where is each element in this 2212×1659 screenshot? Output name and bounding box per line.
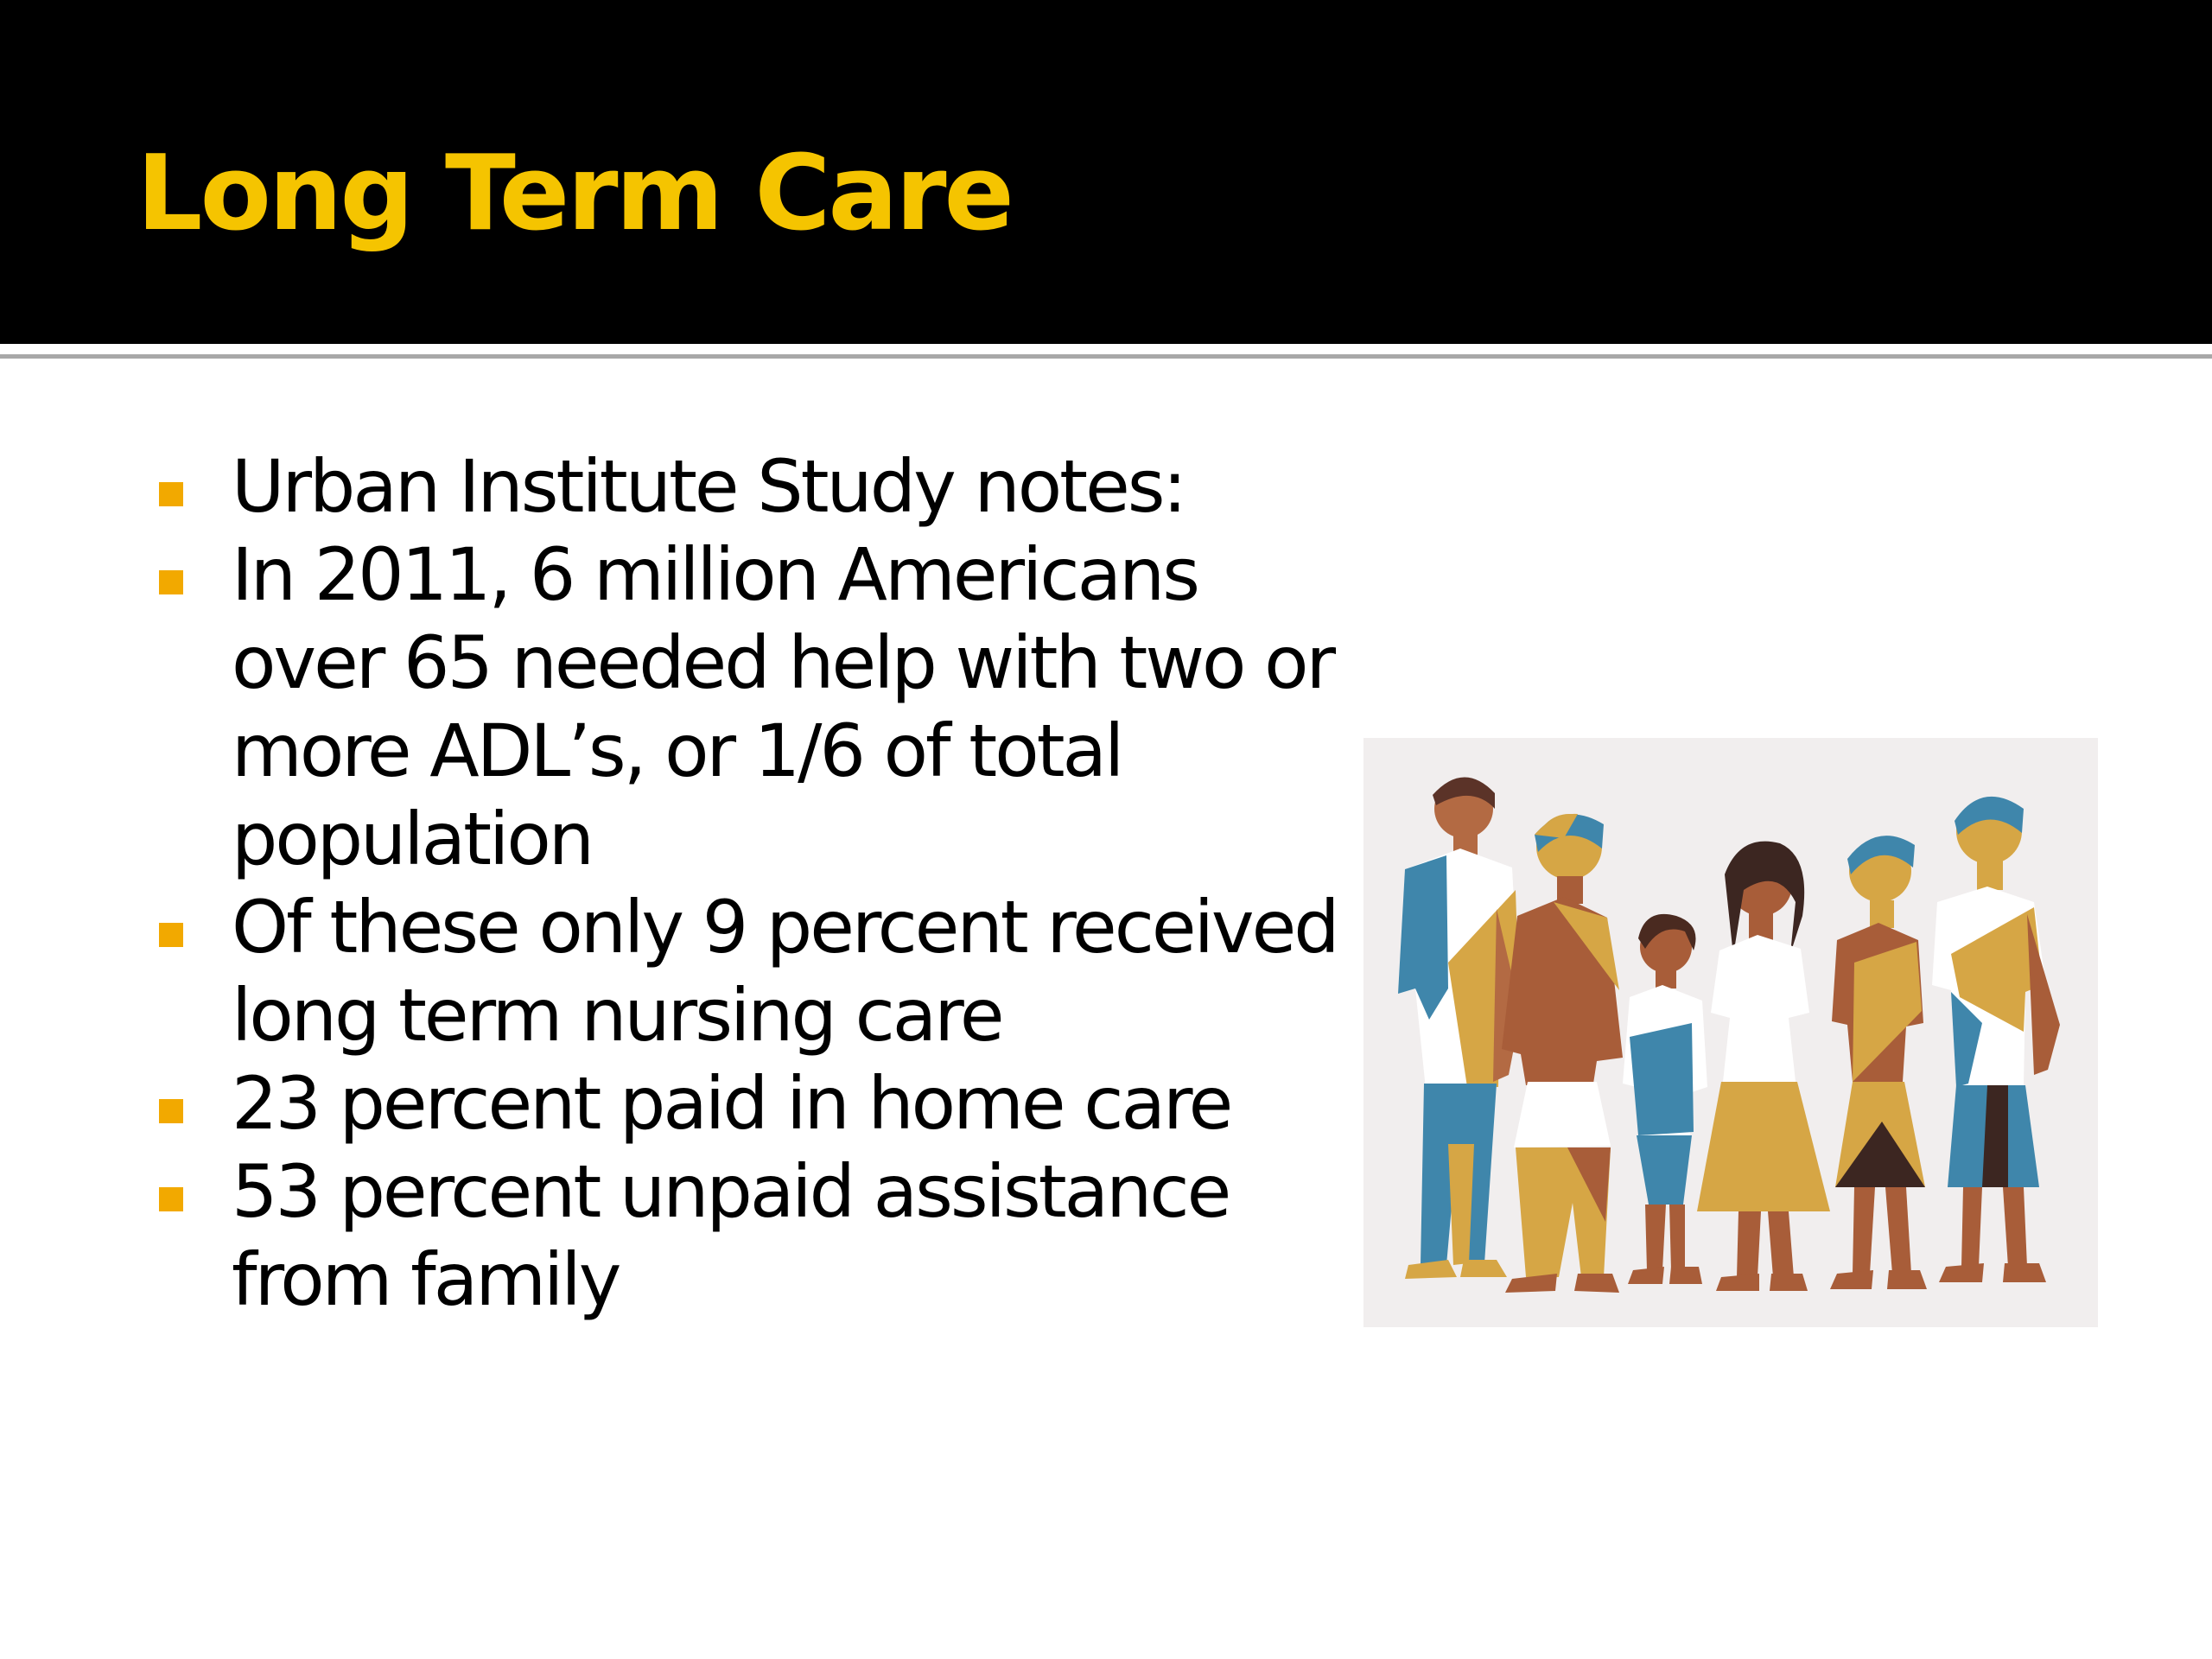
bullet-list	[156, 442, 1365, 1324]
bullet-text: Urban Institute Study notes:	[232, 444, 1185, 529]
bullet-item-3	[156, 883, 1365, 1059]
title-divider	[0, 354, 2212, 359]
bullet-item-2	[156, 531, 1365, 883]
bullet-text: 53 percent unpaid assistance from family	[232, 1149, 1230, 1322]
bullet-text: Of these only 9 percent received long term nursing care	[232, 885, 1338, 1058]
title-bar	[0, 0, 2212, 344]
square-bullet-icon	[159, 1099, 183, 1123]
bullet-text: In 2011, 6 million Americans over 65 needed help with two or more ADL’s, or 1/6 of total population	[232, 532, 1334, 881]
square-bullet-icon	[159, 1187, 183, 1211]
family-illustration-svg	[1363, 738, 2098, 1327]
family-illustration	[1363, 738, 2098, 1327]
square-bullet-icon	[159, 570, 183, 594]
bullet-text: 23 percent paid in home care	[232, 1061, 1231, 1146]
square-bullet-icon	[159, 923, 183, 947]
bullet-item-5	[156, 1147, 1365, 1324]
square-bullet-icon	[159, 482, 183, 506]
bullet-item-4	[156, 1059, 1365, 1147]
slide-title: Long Term Care	[137, 134, 1012, 254]
bullet-item-1	[156, 442, 1365, 531]
